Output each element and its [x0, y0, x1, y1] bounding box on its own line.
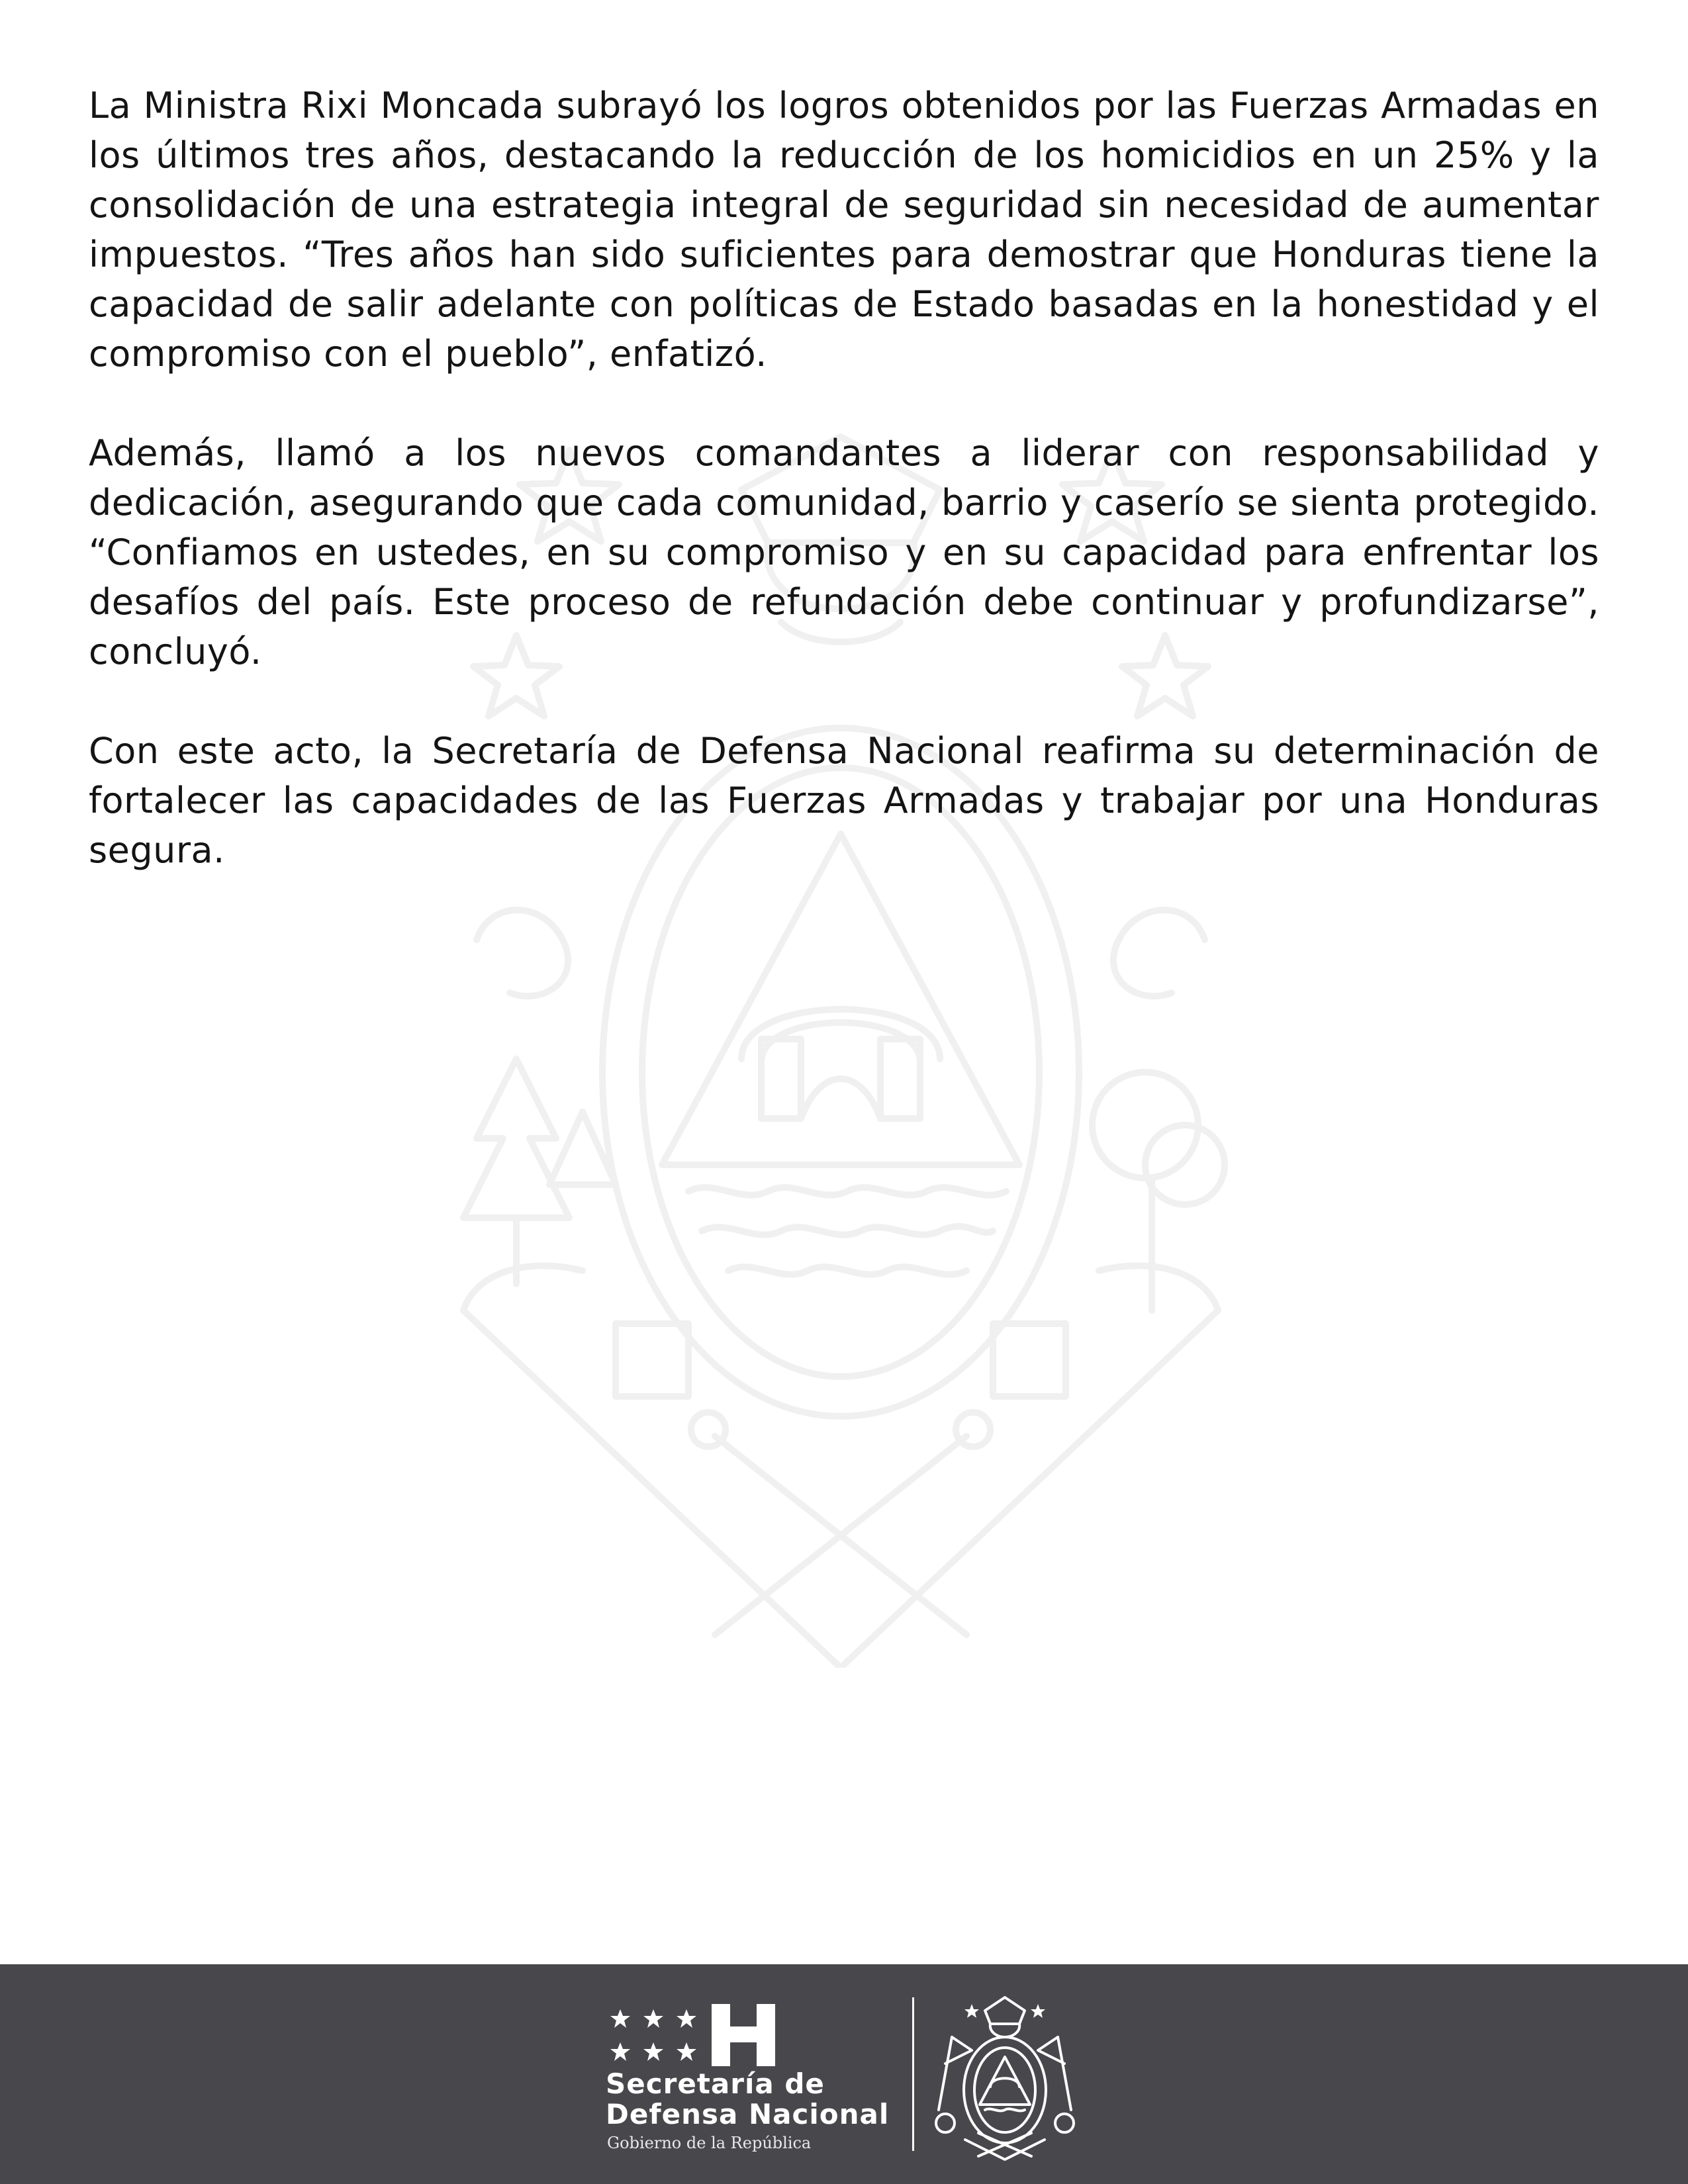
- h-letter-logo-icon: [712, 2004, 775, 2066]
- brand-tagline: Gobierno de la República: [607, 2134, 812, 2152]
- page-footer: [0, 1964, 1688, 2184]
- five-stars-icon: [608, 2004, 708, 2070]
- secretaria-defensa-logo: [606, 2004, 923, 2163]
- footer-divider: [912, 1997, 914, 2151]
- paragraph-3: Con este acto, la Secretaría de Defensa Nacional reafirma su determinación de fortalecer las capacidades de las Fuerzas Armadas y trabajar por una Honduras segura.: [89, 730, 1599, 871]
- brand-name-line2: Defensa Nacional: [606, 2098, 890, 2130]
- paragraph-1: La Ministra Rixi Moncada subrayó los logros obtenidos por las Fuerzas Armadas en los últimos tres años, destacando la reducción de los homicidios en un 25% y la consolidación de una estrategia integral de seguridad sin necesidad de aumentar impuestos. “Tres años han sido suficientes para demostrar que Honduras tiene la capacidad de salir adelante con políticas de Estado basadas en la honestidad y el compromiso con el pueblo”, enfatizó.: [89, 85, 1599, 375]
- honduras-coat-of-arms-icon: [925, 1991, 1084, 2163]
- brand-name-line1: Secretaría de: [606, 2068, 825, 2100]
- document-body: [89, 81, 1599, 925]
- paragraph-2: Además, llamó a los nuevos comandantes a liderar con responsabilidad y dedicación, asegurando que cada comunidad, barrio y caserío se sienta protegido. “Confiamos en ustedes, en su compromiso y en su capacidad para enfrentar los desafíos del país. Este proceso de refundación debe continuar y profundizarse”, concluyó.: [89, 432, 1599, 672]
